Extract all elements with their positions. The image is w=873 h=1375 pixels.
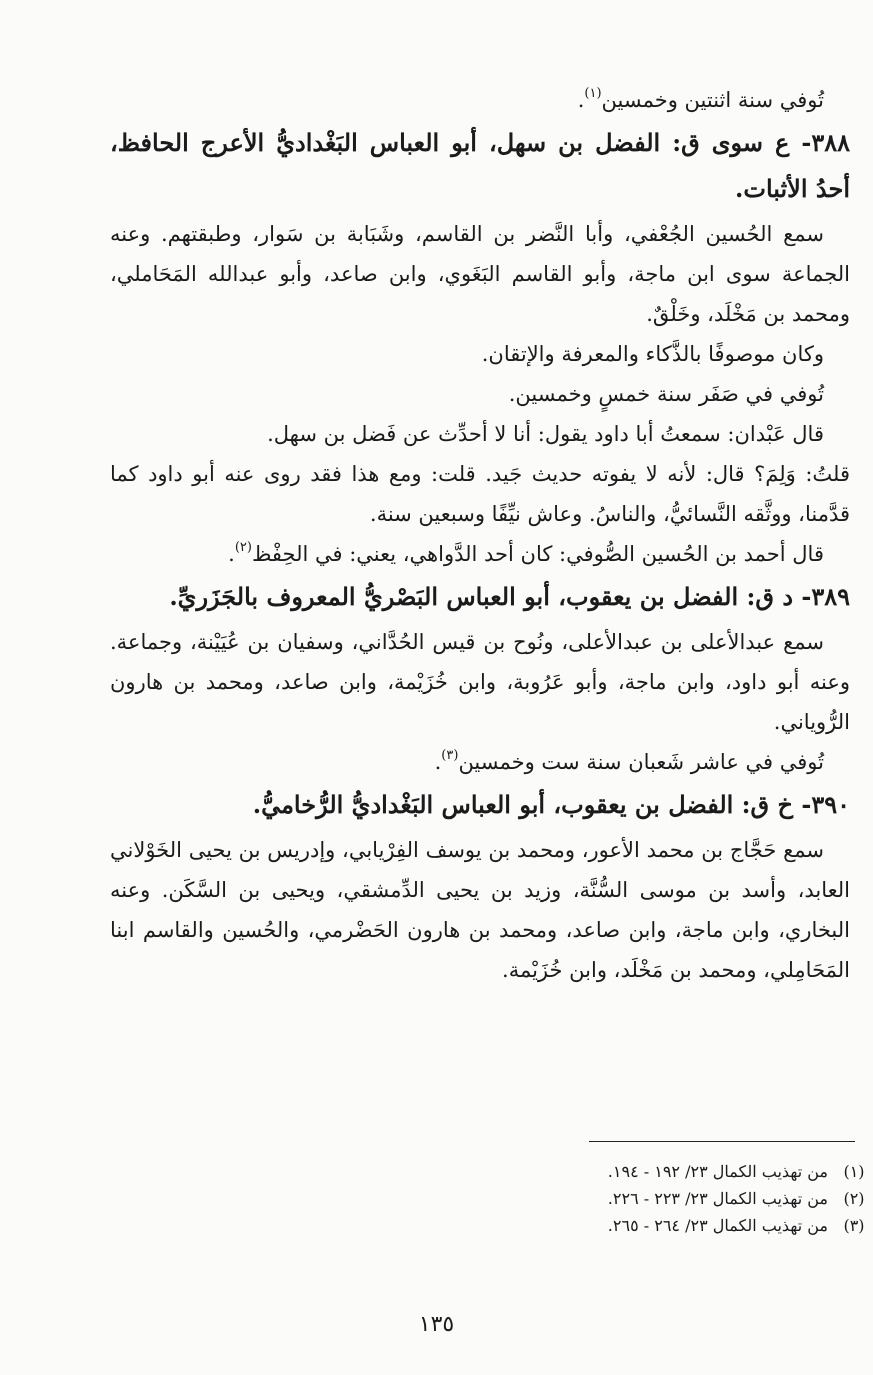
paragraph-text: قال أحمد بن الحُسين الصُّوفي: كان أحد الدَّواهي، يعني: في الحِفْظ [251,542,824,566]
entry-390-paragraph: سمع حَجَّاج بن محمد الأعور، ومحمد بن يوسف الفِرْيابي، وإدريس بن يحيى الخَوْلاني العابد، وأسد بن موسى السُّنَّة، وزيد بن يحيى الدِّمشقي، ويحيى بن السَّكَن. وعنه البخاري، وابن ماجة، وابن صاعد، ومحمد بن هارون الحَضْرمي، والحُسين والقاسم ابنا المَحَامِلي، ومحمد بن مَخْلَد، وابن خُزَيْمة. [110,838,850,982]
entry-heading-389: ٣٨٩- د ق: الفضل بن يعقوب، أبو العباس البَصْريُّ المعروف بالجَزَريِّ. [169,582,850,611]
entry-heading-390: ٣٩٠- خ ق: الفضل بن يعقوب، أبو العباس البَغْداديُّ الرُّخاميُّ. [252,790,850,819]
entry-388-paragraph: قلتُ: وَلِمَ؟ قال: لأنه لا يفوته حديث جَيد. قلت: ومع هذا فقد روى عنه أبو داود كما قدَّمنا، ووثَّقه النَّسائيُّ، والناسُ. وعاش نيِّفًا وسبعين سنة. [110,462,850,526]
entry-389-paragraph: سمع عبدالأعلى بن عبدالأعلى، ونُوح بن قيس الحُدَّاني، وسفيان بن عُيَيْنة، وجماعة. وعنه أبو داود، وابن ماجة، وأبو عَرُوبة، وابن خُزَيْمة، وابن صاعد، ومحمد بن هارون الرُّوياني. [110,630,850,734]
main-text [110,80,850,990]
footnote-text: من تهذيب الكمال ٢٣/ ٢٦٤ - ٢٦٥. [607,1216,828,1235]
entry-388-paragraph: وكان موصوفًا بالذَّكاء والمعرفة والإتقان. [481,342,824,366]
entry-388-paragraph: سمع الحُسين الجُعْفي، وأبا النَّضر بن القاسم، وشَبَابة بن سَوار، وطبقتهم. وعنه الجماعة سوى ابن ماجة، وأبو القاسم البَغَوي، وابن صاعد، وأبو عبدالله المَحَاملي، ومحمد بن مَخْلَد، وخَلْقٌ. [110,222,850,326]
footnote-text: من تهذيب الكمال ٢٣/ ١٩٢ - ١٩٤. [607,1162,828,1181]
footnote-number: (٣) [843,1216,865,1235]
footnote-item [420,1158,866,1185]
entry-388-paragraph: تُوفي في صَفَر سنة خمسٍ وخمسين. [508,382,824,406]
footnote-item [420,1185,866,1212]
page-number: ١٣٥ [418,1312,455,1337]
paragraph-text: تُوفي في عاشر شَعبان سنة ست وخمسين [458,750,824,774]
paragraph-end: . [228,542,235,566]
footnote-number: (١) [843,1162,865,1181]
footnote-ref[interactable]: (٣) [441,748,459,763]
footnote-divider [589,1141,855,1142]
paragraph-death-note [110,80,850,120]
paragraph-text: تُوفي سنة اثنتين وخمسين [601,88,824,112]
footnote-ref[interactable]: (١) [584,86,602,101]
entry-heading-388: ٣٨٨- ع سوى ق: الفضل بن سهل، أبو العباس البَغْداديُّ الأعرج الحافظ، أحدُ الأثبات. [110,128,850,203]
paragraph-end: . [577,88,585,112]
entry-388-paragraph: قال عَبْدان: سمعتُ أبا داود يقول: أنا لا أحدِّث عن فَضل بن سهل. [267,422,824,446]
footnotes [420,1158,866,1239]
footnote-text: من تهذيب الكمال ٢٣/ ٢٢٣ - ٢٢٦. [607,1189,828,1208]
footnote-number: (٢) [843,1189,865,1208]
paragraph-end: . [434,750,442,774]
entry-388-paragraph [110,534,850,574]
footnote-ref[interactable]: (٢) [234,540,252,555]
footnote-item [420,1212,866,1239]
entry-389-paragraph [110,742,850,782]
